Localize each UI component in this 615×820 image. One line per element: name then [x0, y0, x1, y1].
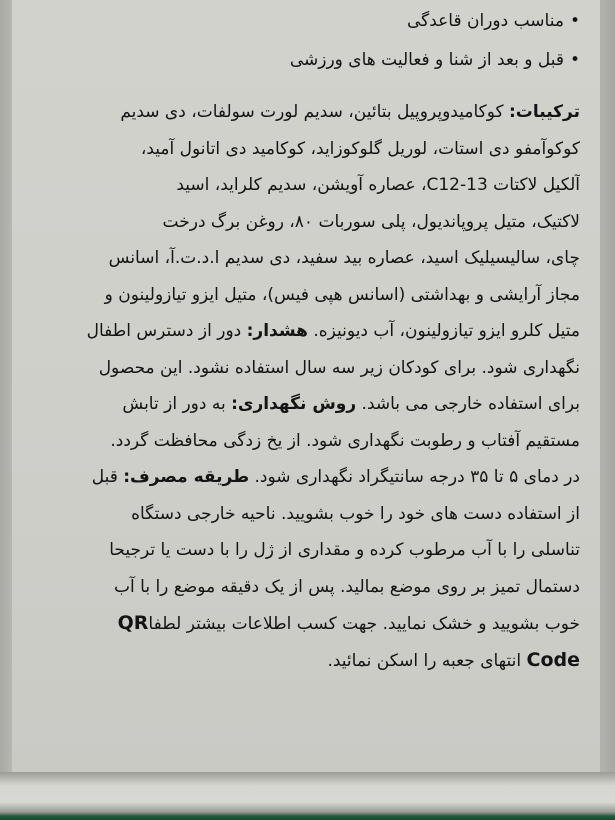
line-text: از استفاده دست های خود را خوب بشویید. ناحیه خارجی دستگاه	[131, 503, 580, 524]
bullet-text: قبل و بعد از شنا و فعالیت های ورزشی	[289, 50, 564, 70]
line-text: لاکتیک، متیل پروپاندیول، پلی سوربات ۸۰، روغن برگ درخت	[162, 211, 580, 232]
line-text: انتهای جعبه را اسکن نمائید.	[327, 650, 527, 671]
qr-text: QR	[117, 612, 149, 634]
line-text: در دمای ۵ تا ۳۵ درجه سانتیگراد نگهداری شود.	[249, 467, 580, 487]
line-text: خوب بشویید و خشک نمایید. جهت کسب اطلاعات بیشتر لطفا	[148, 614, 580, 634]
line-text: کوکامیدوپروپیل بتائین، سدیم لورت سولفات، دی سدیم	[120, 102, 509, 122]
bottom-edge-strip	[0, 772, 615, 820]
line-text: برای استفاده خارجی می باشد.	[356, 394, 580, 414]
text-line	[30, 204, 580, 241]
leaflet-paper	[12, 0, 601, 772]
line-text: تناسلی را با آب مرطوب کرده و مقداری از ژل را با دست یا ترجیحا	[109, 540, 580, 560]
text-line	[30, 240, 580, 277]
bullet-item	[30, 2, 580, 41]
line-text: نگهداری شود. برای کودکان زیر سه سال استفاده نشود. این محصول	[98, 357, 580, 378]
text-line	[30, 131, 580, 168]
warning-text: دور از دسترس اطفال	[86, 321, 247, 341]
text-line	[30, 313, 580, 350]
storage-label: روش نگهداری:	[231, 394, 357, 414]
text-line	[30, 459, 580, 496]
ingredients-body	[30, 94, 580, 678]
line-text: متیل کلرو ایزو تیازولینون، آب دیونیزه.	[307, 321, 580, 341]
usage-text: قبل	[91, 467, 124, 487]
bullet-text: مناسب دوران قاعدگی	[406, 11, 564, 31]
text-line	[30, 532, 580, 569]
qr-code-text: Code	[526, 648, 580, 671]
usage-label: طریقه مصرف:	[123, 467, 250, 487]
text-line	[30, 386, 580, 423]
warning-label: هشدار:	[246, 321, 308, 341]
text-line	[30, 642, 580, 679]
text-line	[30, 94, 580, 131]
text-line	[30, 277, 580, 314]
ingredients-label: ترکیبات:	[509, 102, 580, 122]
bullet-list	[30, 2, 580, 80]
line-text: چای، سالیسیلیک اسید، عصاره بید سفید، دی سدیم ا.د.ت.آ، اسانس	[108, 248, 580, 268]
line-text: مجاز آرایشی و بهداشتی (اسانس هپی فیس)، متیل ایزو تیازولینون و	[104, 284, 580, 305]
storage-text: به دور از تابش	[122, 394, 232, 414]
text-line	[30, 350, 580, 387]
bullet-dot-icon: •	[569, 11, 580, 31]
text-line	[30, 167, 580, 204]
text-line	[30, 569, 580, 606]
line-text: کوکوآمفو دی استات، لوریل گلوکوزاید، کوکامید دی اتانول آمید،	[140, 138, 580, 159]
leaflet-text	[30, 2, 580, 678]
line-text: آلکیل لاکتات C12-13، عصاره آویشن، سدیم کلراید، اسید	[176, 175, 580, 195]
line-text: مستقیم آفتاب و رطوبت نگهداری شود. از یخ زدگی محافظت گردد.	[110, 430, 580, 451]
line-text: دستمال تمیز بر روی موضع بمالید. پس از یک دقیقه موضع را با آب	[114, 576, 580, 597]
text-line	[30, 423, 580, 460]
text-line	[30, 605, 580, 642]
text-line	[30, 496, 580, 533]
bullet-item	[30, 41, 580, 80]
bullet-dot-icon: •	[569, 50, 580, 70]
